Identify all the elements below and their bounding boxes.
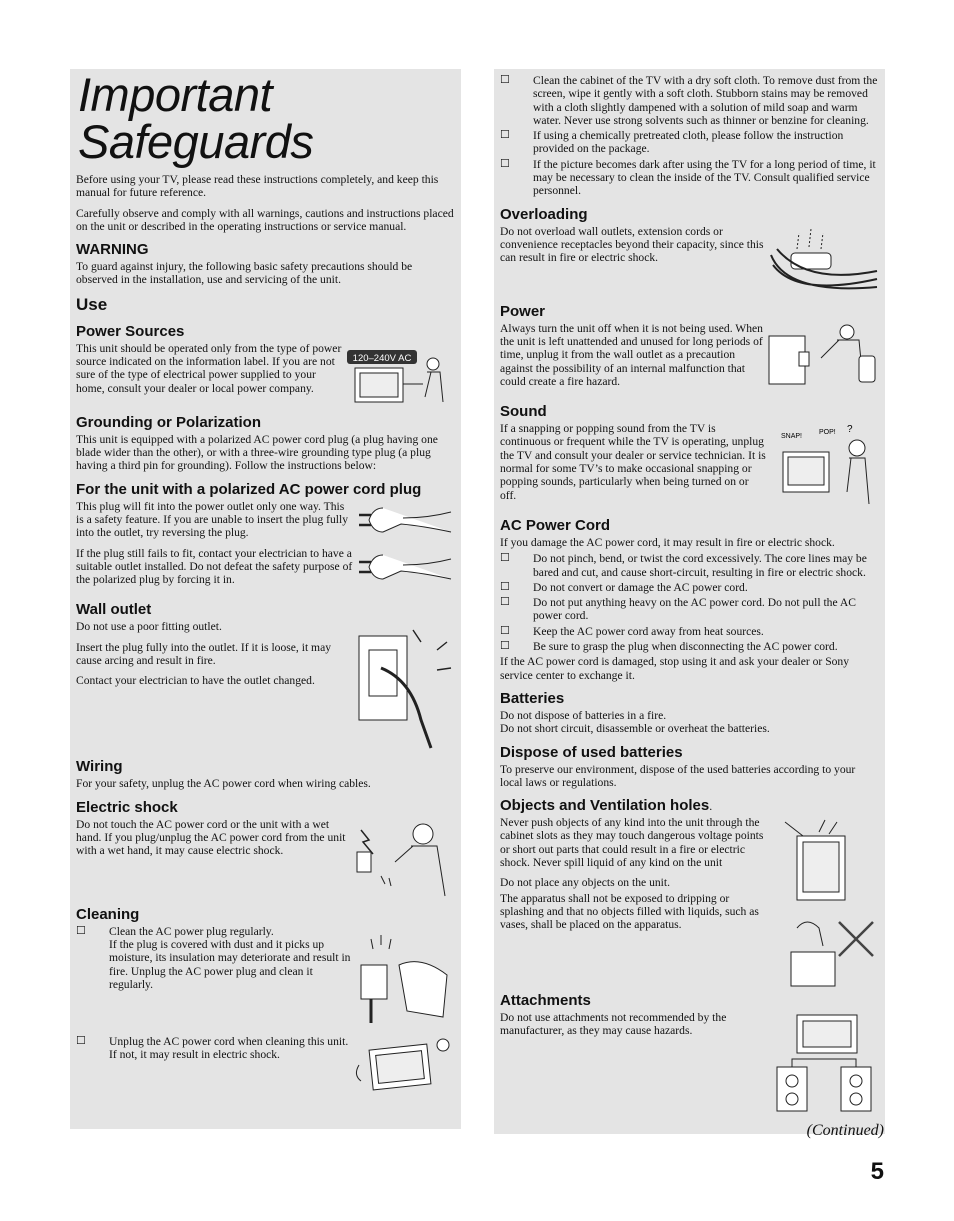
attachments-section (500, 1011, 879, 1115)
grounding-text: This unit is equipped with a polarized AC power cord plug (a plug having one blade wider than the other), or with a three-wire grounding type plug (a plug having a third pin for grounding). Follow the instructions below: (76, 432, 438, 473)
attachments-text: Do not use attachments not recommended by the manufacturer, as they may cause hazards. (500, 1011, 727, 1038)
voltage-label: 120–240V AC (352, 352, 412, 364)
grounding-heading: Grounding or Polarization (76, 413, 261, 431)
checkbox-bullet-icon: ☐ (500, 624, 510, 637)
cleaning-heading: Cleaning (76, 905, 140, 923)
power-sources-text: This unit should be operated only from the type of power source indicated on the information label. If you are not sure of the type of electrical power supplied to your home, consult your dealer or local power company. (76, 341, 342, 395)
cleaning-cabinet-bullet (500, 74, 879, 127)
sound-section (500, 422, 879, 509)
wiring-text: For your safety, unplug the AC power cord when wiring cables. (76, 777, 371, 791)
sound-heading: Sound (500, 403, 547, 421)
question-mark-label: ? (847, 424, 853, 436)
power-unplug-illustration (767, 322, 879, 392)
cleaning-bullet-1-line-2: If the plug is covered with dust and it picks up moisture, its insulation may deteriorate and result in fire. Unplug the AC power plug and clean it regularly. (109, 938, 351, 991)
continued-label: (Continued) (806, 1122, 884, 1139)
overloading-heading: Overloading (500, 205, 588, 223)
checkbox-bullet-icon: ☐ (500, 129, 510, 142)
right-bullet-3: If the picture becomes dark after using the TV for a long period of time, it may be necessary to clean the inside of the TV. Consult qualified service personnel. (533, 157, 876, 198)
sound-text: If a snapping or popping sound from the TV is continuous or frequent while the TV is operating, unplug the TV and consult your dealer or service technician. It is normal for some TV’s to make occasional snapping or popping sounds, particularly when being turned on or off. (500, 422, 766, 502)
pop-label: POP! (819, 429, 836, 437)
objects-text-2: Do not place any objects on the unit. (500, 876, 671, 890)
checkbox-bullet-icon: ☐ (76, 1034, 86, 1047)
polarized-section-2 (76, 547, 455, 594)
wall-outlet-text-3: Contact your electrician to have the outlet changed. (76, 674, 315, 688)
sound-illustration (767, 422, 879, 508)
page-number: 5 (870, 1158, 884, 1185)
warning-text: To guard against injury, the following basic safety precautions should be observed in the installation, use and servicing of the unit. (76, 260, 413, 287)
unplug-cleaning-illustration (351, 1035, 455, 1095)
ac-cord-bullet-4 (500, 625, 879, 638)
wall-outlet-text-1: Do not use a poor fitting outlet. (76, 620, 222, 634)
cleaning-bullet-1 (76, 925, 351, 991)
batteries-text (500, 709, 879, 736)
checkbox-bullet-icon: ☐ (500, 580, 510, 593)
ac-cord-bullet-4-text: Keep the AC power cord away from heat sources. (533, 624, 764, 638)
wall-outlet-text-2: Insert the plug fully into the outlet. If it is loose, it may cause arcing and result in fire. (76, 640, 332, 668)
polarized-plug-icon (353, 500, 455, 540)
batteries-heading: Batteries (500, 689, 565, 707)
overloading-section (500, 225, 879, 295)
power-text: Always turn the unit off when it is not being used. When the unit is left unattended and unused for long periods of time, unplug it from the wall outlet as a precaution against the possibility of an internal malfunction that could create a fire hazard. (500, 321, 763, 388)
ac-cord-bullet-5 (500, 640, 879, 653)
objects-ventilation-heading-text: Objects and Ventilation holes (500, 797, 710, 815)
cleaning-section-2 (76, 1035, 455, 1095)
checkbox-bullet-icon: ☐ (500, 640, 510, 653)
ac-cord-bullet-1-text: Do not pinch, bend, or twist the cord excessively. The core lines may be bared and cut, and cause short-circuit, resulting in fire or electric shock. (533, 552, 867, 579)
objects-heading-period: . (709, 799, 713, 814)
ac-cord-bullet-1 (500, 552, 879, 579)
polarized-text-1: This plug will fit into the power outlet only one way. This is a safety feature. If you are unable to insert the plug fully into the outlet, try reversing the plug. (76, 499, 349, 540)
cleaning-bullet-1-line-1: Clean the AC power plug regularly. (109, 924, 274, 938)
ac-cord-bullet-5-text: Be sure to grasp the plug when disconnecting the AC power cord. (533, 640, 838, 654)
use-heading: Use (76, 294, 108, 314)
checkbox-bullet-icon: ☐ (500, 552, 510, 565)
batteries-text-2: Do not short circuit, disassemble or overheat the batteries. (500, 722, 770, 736)
objects-text-3: The apparatus shall not be exposed to dripping or splashing and that no objects filled with liquids, such as vases, shall be placed on the apparatus. (500, 891, 759, 932)
wiring-heading: Wiring (76, 758, 123, 776)
power-section (500, 322, 879, 395)
checkbox-bullet-icon: ☐ (500, 596, 510, 609)
power-sources-section (76, 342, 455, 406)
right-column (494, 69, 885, 1134)
power-label-illustration (345, 342, 455, 406)
page-title: Important Safeguards (78, 68, 314, 168)
electric-shock-heading: Electric shock (76, 798, 178, 816)
pretreated-cloth-bullet (500, 129, 879, 156)
ac-cord-bullet-3 (500, 596, 879, 623)
polarized-heading: For the unit with a polarized AC power cord plug (76, 480, 422, 498)
checkbox-bullet-icon: ☐ (500, 157, 510, 170)
attachments-illustration (767, 1011, 879, 1115)
snap-label: SNAP! (781, 433, 803, 441)
ac-cord-bullet-2-text: Do not convert or damage the AC power cord. (533, 580, 748, 594)
overloading-text: Do not overload wall outlets, extension cords or convenience receptacles beyond their capacity, since this can result in fire or electric shock. (500, 224, 764, 265)
cleaning-section-1 (76, 925, 455, 1025)
checkbox-bullet-icon: ☐ (76, 924, 86, 937)
cleaning-bullet-2 (76, 1035, 351, 1062)
electric-shock-section (76, 818, 455, 898)
polarized-section-1 (76, 500, 455, 547)
right-bullet-1: Clean the cabinet of the TV with a dry soft cloth. To remove dust from the screen, wipe it gently with a soft cloth. Stubborn stains may be removed with a cloth slightly dampened with a solution of mild soap and warm water. Never use strong solvents such as thinner or benzine for cleaning. (533, 74, 878, 127)
electric-shock-illustration (351, 818, 455, 898)
power-heading: Power (500, 302, 546, 320)
attachments-heading: Attachments (500, 992, 591, 1010)
wall-outlet-section (76, 620, 455, 750)
dispose-batteries-heading: Dispose of used batteries (500, 743, 683, 761)
right-bullet-2: If using a chemically pretreated cloth, please follow the instruction provided on the package. (533, 129, 844, 156)
ac-cord-bullet-2 (500, 581, 879, 594)
ac-power-cord-heading: AC Power Cord (500, 516, 611, 534)
objects-section (500, 816, 879, 988)
ac-cord-intro: If you damage the AC power cord, it may result in fire or electric shock. (500, 535, 835, 549)
objects-text-1: Never push objects of any kind into the unit through the cabinet slots as they may touch dangerous voltage points or short out parts that could result in a fire or electric shock. Never spill liquid of any kind on the unit (500, 816, 764, 869)
polarized-plug-reversed-icon (353, 547, 455, 587)
ac-cord-outro: If the AC power cord is damaged, stop using it and ask your dealer or Sony service center to exchange it. (500, 655, 850, 682)
intro-paragraph-2: Carefully observe and comply with all warnings, cautions and instructions placed on the unit or described in the operating instructions or service manual. (76, 206, 454, 233)
dark-picture-bullet (500, 158, 879, 198)
power-sources-heading: Power Sources (76, 322, 185, 340)
polarized-text-2: If the plug still fails to fit, contact your electrician to have a suitable outlet installed. Do not defeat the safety purpose of the polarized plug by forcing it in. (76, 546, 353, 587)
electric-shock-text: Do not touch the AC power cord or the unit with a wet hand. If you plug/unplug the AC power cord from the unit with a wet hand, it may cause electric shock. (76, 817, 346, 858)
wall-outlet-heading: Wall outlet (76, 601, 152, 619)
left-column (70, 69, 461, 1129)
wall-outlet-illustration (351, 620, 455, 750)
intro-paragraph-1: Before using your TV, please read these instructions completely, and keep this manual for future reference. (76, 173, 439, 200)
dispose-batteries-text: To preserve our environment, dispose of the used batteries according to your local laws or regulations. (500, 762, 856, 789)
objects-ventilation-heading (500, 797, 879, 815)
overloaded-outlet-icon (767, 225, 879, 295)
cleaning-plug-illustration (351, 925, 455, 1025)
cleaning-bullet-2-text: Unplug the AC power cord when cleaning this unit. If not, it may result in electric shock. (109, 1034, 349, 1062)
warning-heading: WARNING (76, 241, 149, 259)
checkbox-bullet-icon: ☐ (500, 74, 510, 86)
batteries-text-1: Do not dispose of batteries in a fire. (500, 708, 667, 722)
objects-ventilation-illustration (767, 816, 879, 988)
ac-cord-bullet-3-text: Do not put anything heavy on the AC power cord. Do not pull the AC power cord. (533, 596, 856, 623)
